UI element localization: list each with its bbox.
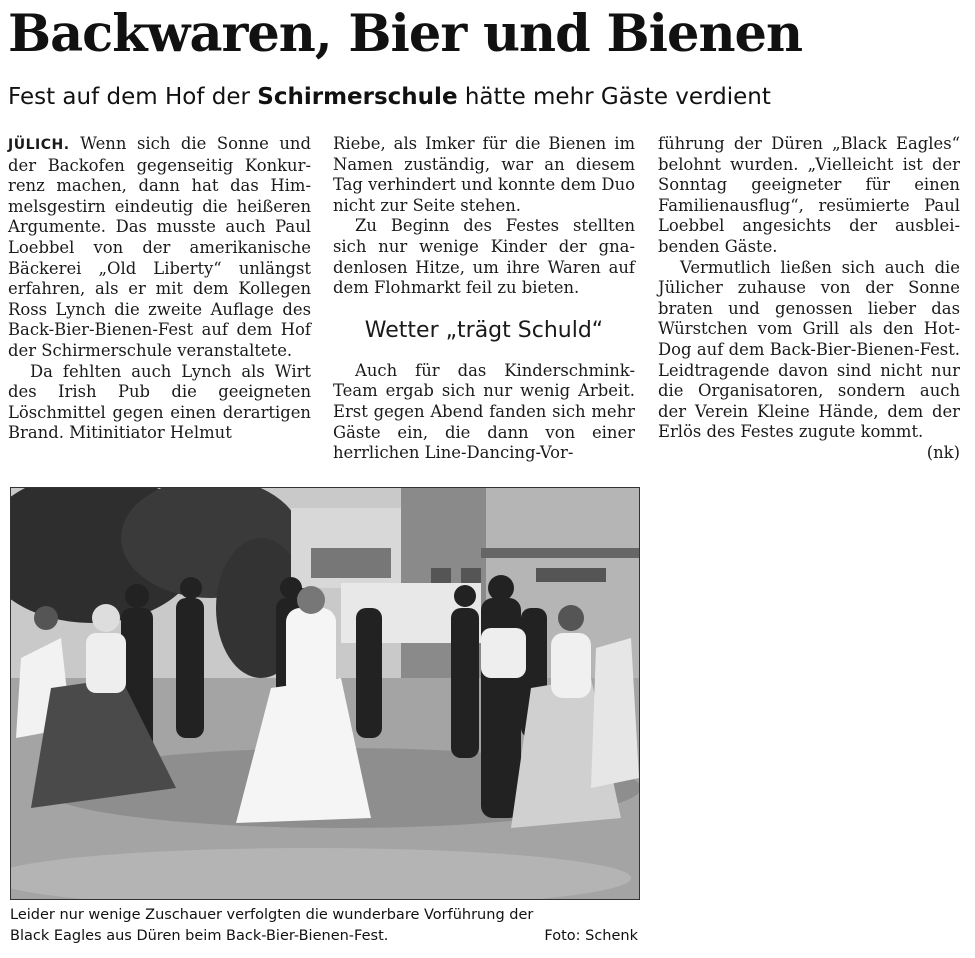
paragraph: [8, 134, 311, 362]
headline: Backwaren, Bier und Bienen: [8, 4, 803, 64]
caption-line-wrap: [10, 926, 638, 947]
paragraph-text: Vermutlich ließen sich auch die Jülicher zuhause von der Sonne braten und genossen lieber das Würstchen vom Grill als den Hot-Dog auf dem Back-Bier-Bienen-Fest. Leidtragende davon sind nicht nur die Organisatoren, sondern auch der Verein Kleine Hände, dem der Erlös des Festes zugute kommt.: [658, 257, 960, 442]
subhead-text-pre: Fest auf dem Hof der: [8, 84, 258, 110]
photo-caption: [10, 905, 638, 947]
subhead-text-post: hätte mehr Gäste verdient: [457, 84, 771, 110]
article-column-3: [658, 134, 960, 464]
paragraph: Da fehlten auch Lynch als Wirt des Irish Pub die geeigneten Löschmittel gegen einen derartigen Brand. Mitinitiator Helmut: [8, 361, 311, 443]
dateline: JÜLICH.: [8, 137, 70, 153]
dance-photo-illustration: [11, 488, 639, 899]
dance-photo: [10, 487, 640, 900]
subhead-text-bold: Schirmerschule: [257, 84, 458, 110]
caption-line: Black Eagles aus Düren beim Back-Bier-Bienen-Fest.: [10, 928, 389, 944]
paragraph: Auch für das Kinderschmink-Team ergab sich nur wenig Arbeit. Erst gegen Abend fanden sich mehr Gäste ein, die dann von einer herrlichen Line-Dancing-Vor-: [333, 360, 635, 463]
paragraph: [658, 257, 960, 462]
subheadline: [8, 82, 771, 112]
paragraph: führung der Düren „Black Eagles“ belohnt wurden. „Vielleicht ist der Sonntag geeigneter für einen Familienausflug“, resümierte Paul Loebbel angesichts der ausbleibenden Gäste.: [658, 134, 960, 256]
intertitle: Wetter „trägt Schuld“: [364, 317, 604, 343]
paragraph-text: Wenn sich die Sonne und der Backofen gegenseitig Konkurrenz machen, dann hat das Himmelsgestirn eindeutig die heißeren Argumente. Das musste auch Paul Loebbel von der amerikanische Bäckerei „Old Liberty“ unlängst erfahren, als er mit dem Kollegen Ross Lynch die zweite Auflage des Back-Bier-Bienen-Fest auf dem Hof der Schirmerschule veranstaltete.: [8, 134, 311, 360]
paragraph: Zu Beginn des Festes stellten sich nur wenige Kinder der gnadenlosen Hitze, um ihre Waren auf dem Flohmarkt feil zu bieten.: [333, 216, 635, 298]
paragraph: Riebe, als Imker für die Bienen im Namen zuständig, war an diesem Tag verhindert und konnte dem Duo nicht zur Seite stehen.: [333, 134, 635, 215]
article-column-1: [8, 134, 311, 444]
article-column-2: [333, 134, 635, 464]
photo-credit: Foto: Schenk: [544, 928, 638, 944]
caption-line: Leider nur wenige Zuschauer verfolgten die wunderbare Vorführung der: [10, 907, 534, 923]
author-signature: (nk): [926, 442, 960, 462]
